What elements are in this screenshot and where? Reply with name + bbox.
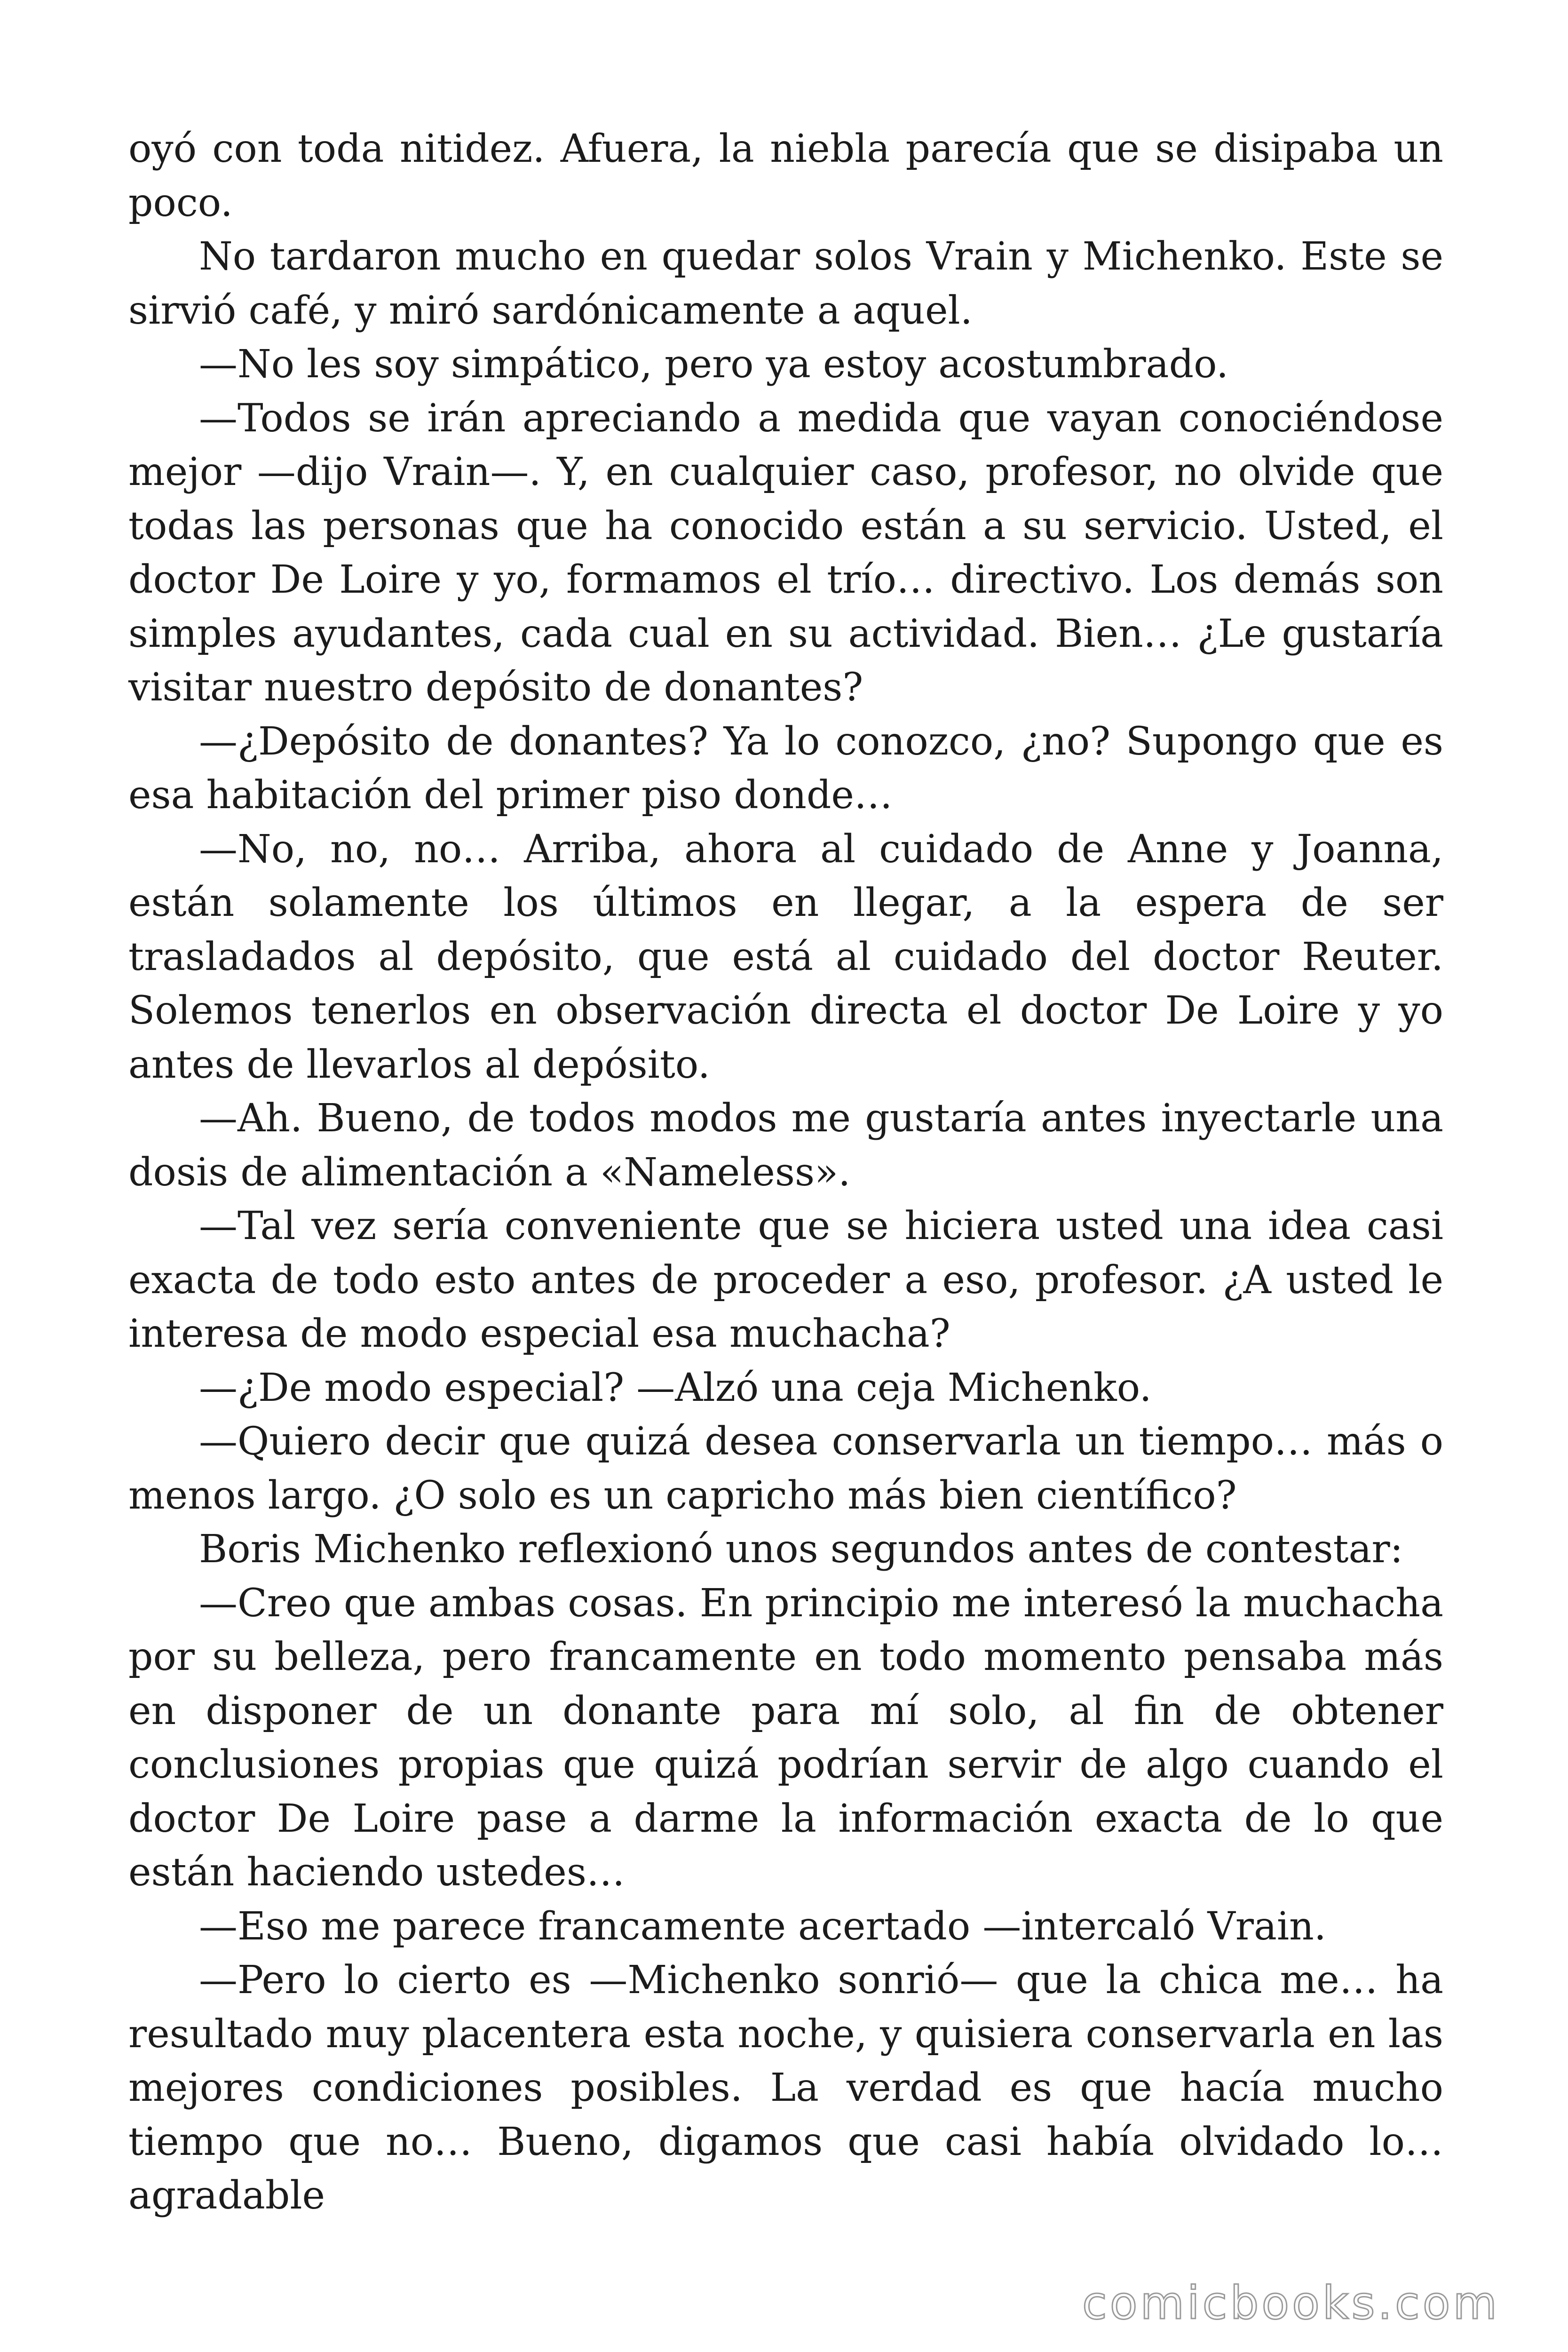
- paragraph: —¿De modo especial? —Alzó una ceja Michenko.: [199, 1365, 1152, 1410]
- watermark-logo: comicbooks.com: [1082, 2277, 1500, 2329]
- paragraph: —No, no, no… Arriba, ahora al cuidado de Anne y Joanna, están solamente los últimos en llegar, a la espera de ser trasladados al depósito, que está al cuidado del doctor Reuter. Solemos tenerlos en observación directa el doctor De Loire y yo antes de llevarlos al depósito.: [128, 826, 1443, 1087]
- paragraph: —Creo que ambas cosas. En principio me interesó la muchacha por su belleza, pero francamente en todo momento pensaba más en disponer de un donante para mí solo, al fin de obtener conclusiones propias que quizá podrían servir de algo cuando el doctor De Loire pase a darme la información exacta de lo que están haciendo ustedes…: [128, 1581, 1443, 1895]
- paragraph-continuation: oyó con toda nitidez. Afuera, la niebla parecía que se disipaba un poco.: [128, 127, 1443, 225]
- paragraph: No tardaron mucho en quedar solos Vrain y Michenko. Este se sirvió café, y miró sardónicamente a aquel.: [128, 234, 1443, 333]
- paragraph: —Eso me parece francamente acertado —intercaló Vrain.: [199, 1904, 1326, 1949]
- paragraph: —Ah. Bueno, de todos modos me gustaría antes inyectarle una dosis de alimentación a «Nameless».: [128, 1096, 1443, 1195]
- paragraph: —¿Depósito de donantes? Ya lo conozco, ¿no? Supongo que es esa habitación del primer piso donde…: [128, 719, 1443, 818]
- paragraph: —No les soy simpático, pero ya estoy acostumbrado.: [199, 342, 1229, 387]
- paragraph: —Tal vez sería conveniente que se hiciera usted una idea casi exacta de todo esto antes de proceder a eso, profesor. ¿A usted le interesa de modo especial esa muchacha?: [128, 1204, 1443, 1356]
- paragraph: —Todos se irán apreciando a medida que vayan conociéndose mejor —dijo Vrain—. Y, en cualquier caso, profesor, no olvide que todas las personas que ha conocido están a su servicio. Usted, el doctor De Loire y yo, formamos el trío… directivo. Los demás son simples ayudantes, cada cual en su actividad. Bien… ¿Le gustaría visitar nuestro depósito de donantes?: [128, 396, 1443, 710]
- paragraph: —Quiero decir que quizá desea conservarla un tiempo… más o menos largo. ¿O solo es un capricho más bien científico?: [128, 1419, 1443, 1518]
- body-text: [128, 122, 1443, 2223]
- paragraph: Boris Michenko reflexionó unos segundos antes de contestar:: [199, 1527, 1403, 1572]
- paragraph: —Pero lo cierto es —Michenko sonrió— que la chica me… ha resultado muy placentera esta noche, y quisiera conservarla en las mejores condiciones posibles. La verdad es que hacía mucho tiempo que no… Bueno, digamos que casi había olvidado lo… agradable: [128, 1958, 1443, 2218]
